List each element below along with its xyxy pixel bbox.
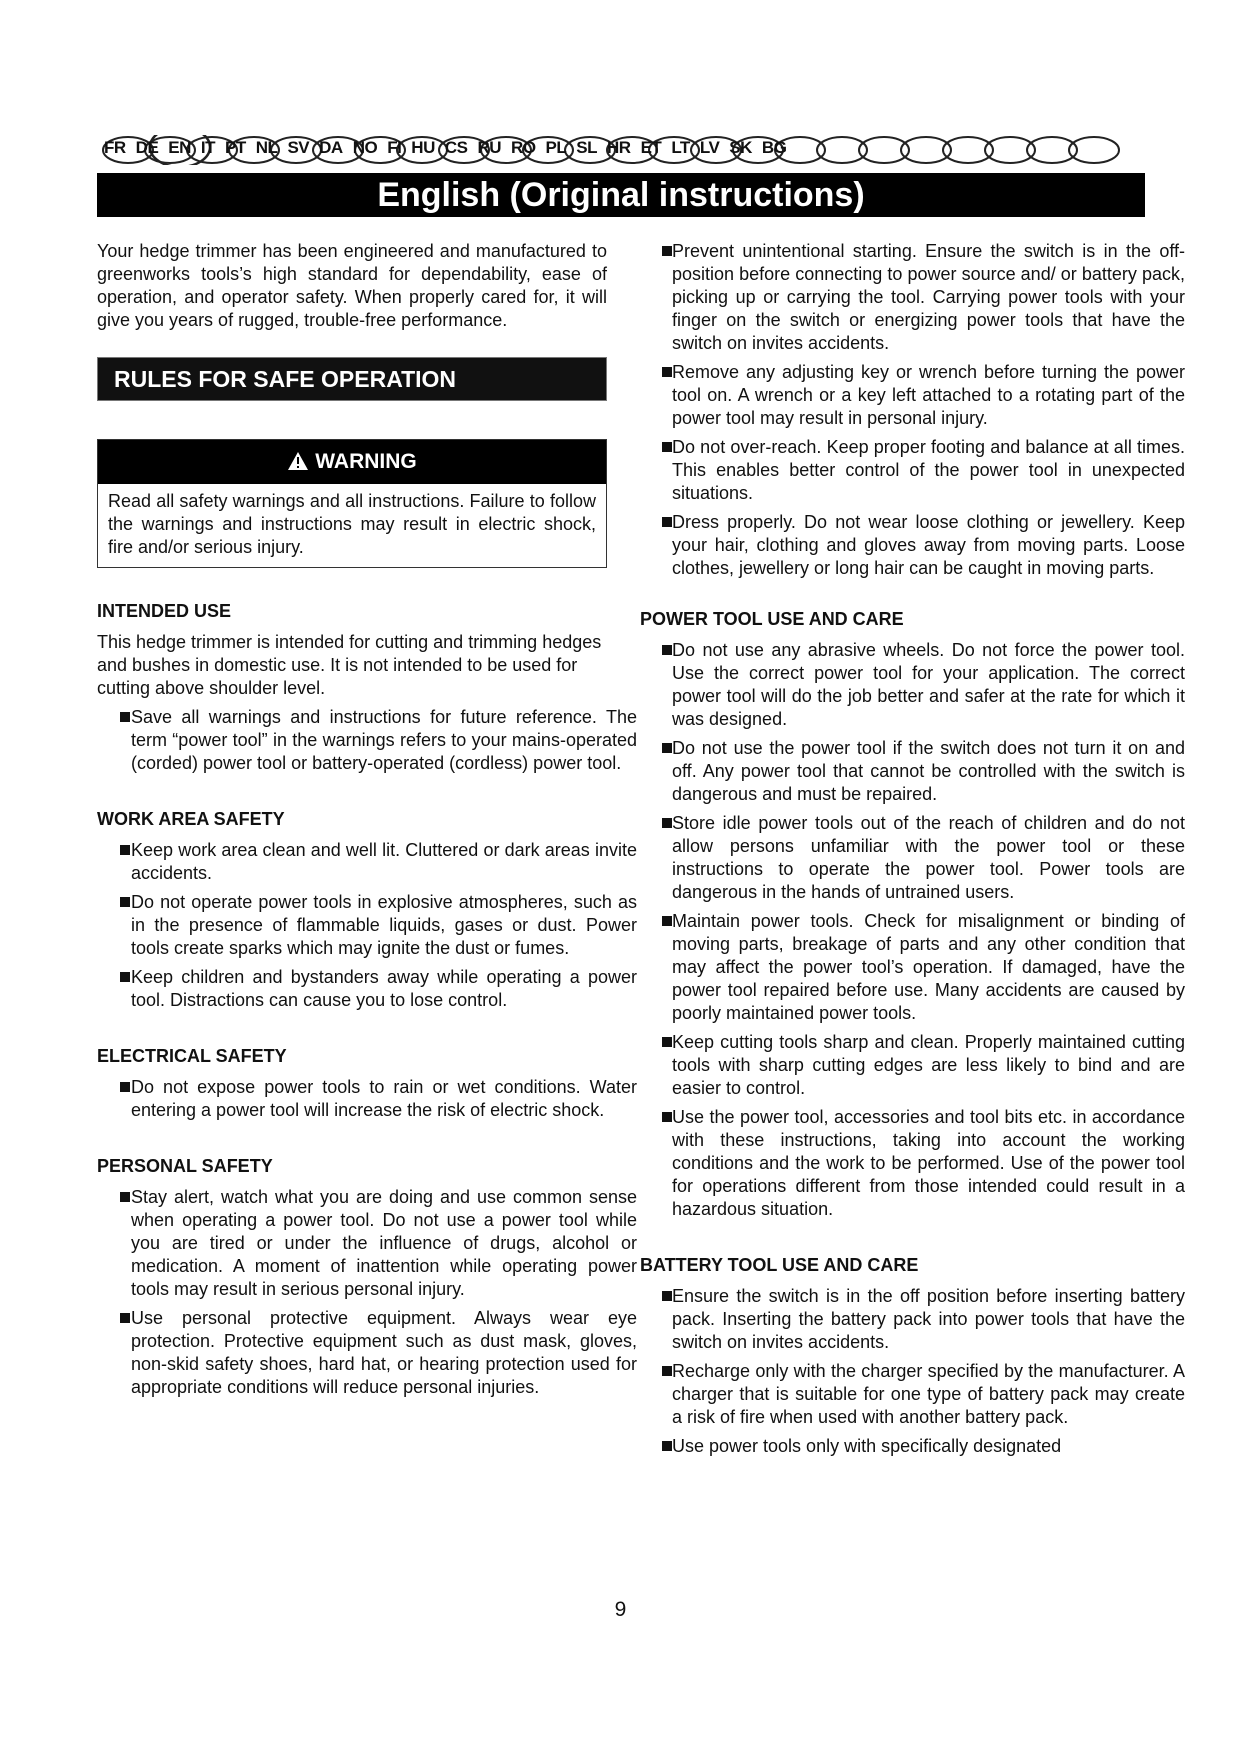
lang-tab[interactable]: SL xyxy=(576,138,598,157)
bullet-square-icon xyxy=(120,845,130,855)
page-title: English (Original instructions) xyxy=(97,173,1145,217)
list-item: Keep work area clean and well lit. Cluttered or dark areas invite accidents. xyxy=(97,839,637,885)
bullet-square-icon xyxy=(662,1112,672,1122)
lang-tab[interactable]: NO xyxy=(352,138,378,157)
language-tab-strip xyxy=(102,135,1142,165)
warning-label: WARNING xyxy=(315,450,417,473)
list-item: Dress properly. Do not wear loose clothing or jewellery. Keep your hair, clothing and gloves away from moving parts. Loose clothes, jewellery or long hair can be caught in moving parts. xyxy=(640,511,1185,580)
warning-header xyxy=(98,440,606,484)
bullet-square-icon xyxy=(120,712,130,722)
bullet-square-icon xyxy=(120,1313,130,1323)
bullet-square-icon xyxy=(662,1037,672,1047)
bullet-square-icon xyxy=(662,367,672,377)
bullet-square-icon xyxy=(662,442,672,452)
bullet-square-icon xyxy=(662,645,672,655)
lang-tab[interactable]: FI xyxy=(387,138,402,157)
section-heading: ELECTRICAL SAFETY xyxy=(97,1046,287,1066)
lang-tab[interactable]: SK xyxy=(729,138,752,157)
list-item: Use the power tool, accessories and tool bits etc. in accordance with these instructions, taking into account the working conditions and the work to be performed. Use of the power tool for operations different from those intended could result in a hazardous situation. xyxy=(640,1106,1185,1221)
list-item: Use power tools only with specifically designated xyxy=(640,1435,1185,1458)
bullet-square-icon xyxy=(662,1441,672,1451)
bullet-square-icon xyxy=(120,1082,130,1092)
list-item: Do not operate power tools in explosive atmospheres, such as in the presence of flammable liquids, gases or dust. Power tools create sparks which may ignite the dust or fumes. xyxy=(97,891,637,960)
warning-triangle-icon xyxy=(287,443,309,487)
lang-tab[interactable]: HU xyxy=(411,138,435,157)
section-heading: WORK AREA SAFETY xyxy=(97,809,285,829)
list-item: Use personal protective equipment. Always wear eye protection. Protective equipment such as dust mask, gloves, non-skid safety shoes, hard hat, or hearing protection used for appropriate conditions will reduce personal injuries. xyxy=(97,1307,637,1399)
list-item: Store idle power tools out of the reach of children and do not allow persons unfamiliar with the power tool or these instructions to operate the power tool. Power tools are dangerous in the hands of untrained users. xyxy=(640,812,1185,904)
lang-tab[interactable]: DE xyxy=(135,138,159,157)
list-item: Save all warnings and instructions for future reference. The term “power tool” in the warnings refers to your mains-operated (corded) power tool or battery-operated (cordless) power tool. xyxy=(97,706,637,775)
warning-box xyxy=(97,439,607,568)
lang-tab[interactable]: NL xyxy=(255,138,278,157)
list-item: Recharge only with the charger specified by the manufacturer. A charger that is suitable for one type of battery pack may create a risk of fire when used with another battery pack. xyxy=(640,1360,1185,1429)
intro-paragraph: Your hedge trimmer has been engineered and manufactured to greenworks tools’s high standard for dependability, ease of operation, and operator safety. When properly cared for, it will give you years of rugged, trouble-free performance. xyxy=(97,241,607,330)
lang-tab[interactable]: DA xyxy=(319,138,343,157)
personal-safety-continued xyxy=(640,240,1185,580)
bullet-square-icon xyxy=(120,972,130,982)
list-item: Do not use the power tool if the switch does not turn it on and off. Any power tool that cannot be controlled with the switch is dangerous and must be repaired. xyxy=(640,737,1185,806)
lang-tab[interactable]: PT xyxy=(225,138,246,157)
section-heading: BATTERY TOOL USE AND CARE xyxy=(640,1255,919,1275)
list-item: Keep cutting tools sharp and clean. Properly maintained cutting tools with sharp cutting edges are less likely to bind and are easier to control. xyxy=(640,1031,1185,1100)
section-heading: POWER TOOL USE AND CARE xyxy=(640,609,904,629)
list-item: Ensure the switch is in the off position before inserting battery pack. Inserting the battery pack into power tools that have the switch on invites accidents. xyxy=(640,1285,1185,1354)
lang-tab[interactable]: PL xyxy=(545,138,567,157)
work-area-section xyxy=(97,808,637,1012)
bullet-square-icon xyxy=(662,517,672,527)
lang-tab-active[interactable]: EN xyxy=(168,138,191,157)
intended-use-text: This hedge trimmer is intended for cutting and trimming hedges and bushes in domestic use. It is not intended to be used for cutting above shoulder level. xyxy=(97,632,602,698)
list-item: Do not expose power tools to rain or wet conditions. Water entering a power tool will increase the risk of electric shock. xyxy=(97,1076,637,1122)
left-column xyxy=(97,240,637,1399)
bullet-square-icon xyxy=(662,818,672,828)
lang-tab[interactable]: CS xyxy=(444,138,468,157)
right-column xyxy=(640,240,1185,1458)
list-item: Prevent unintentional starting. Ensure the switch is in the off-position before connecting to power source and/ or battery pack, picking up or carrying the tool. Carrying power tools with your finger on the switch or energizing power tools that have the switch on invites accidents. xyxy=(640,240,1185,355)
personal-section xyxy=(97,1155,637,1399)
bullet-square-icon xyxy=(662,1291,672,1301)
lang-tab[interactable]: LV xyxy=(699,138,720,157)
list-item: Keep children and bystanders away while operating a power tool. Distractions can cause you to lose control. xyxy=(97,966,637,1012)
page-number: 9 xyxy=(614,1598,627,1621)
list-item: Do not use any abrasive wheels. Do not force the power tool. Use the correct power tool for your application. The correct power tool will do the job better and safer at the rate for which it was designed. xyxy=(640,639,1185,731)
rules-heading: RULES FOR SAFE OPERATION xyxy=(97,357,607,401)
list-item: Maintain power tools. Check for misalignment or binding of moving parts, breakage of parts and any other condition that may affect the power tool’s operation. If damaged, have the power tool repaired before use. Many accidents are caused by poorly maintained power tools. xyxy=(640,910,1185,1025)
bullet-square-icon xyxy=(662,743,672,753)
section-heading: PERSONAL SAFETY xyxy=(97,1156,273,1176)
warning-text: Read all safety warnings and all instructions. Failure to follow the warnings and instructions may result in electric shock, fire and/or serious injury. xyxy=(108,491,596,557)
power-tool-section xyxy=(640,608,1185,1221)
section-heading: INTENDED USE xyxy=(97,601,232,621)
list-item: Remove any adjusting key or wrench before turning the power tool on. A wrench or a key left attached to a rotating part of the power tool may result in personal injury. xyxy=(640,361,1185,430)
bullet-square-icon xyxy=(120,897,130,907)
lang-tab[interactable]: FR xyxy=(104,138,126,157)
lang-tab[interactable]: IT xyxy=(200,138,216,157)
list-item: Stay alert, watch what you are doing and use common sense when operating a power tool. Do not use a power tool while you are tired or under the influence of drugs, alcohol or medication. A moment of inattention while operating power tools may result in serious personal injury. xyxy=(97,1186,637,1301)
lang-tab[interactable]: BG xyxy=(761,138,787,157)
lang-tab[interactable]: HR xyxy=(607,138,631,157)
intended-use-section xyxy=(97,600,637,775)
lang-tab[interactable]: ET xyxy=(640,138,662,157)
bullet-square-icon xyxy=(662,1366,672,1376)
bullet-square-icon xyxy=(662,916,672,926)
list-item: Do not over-reach. Keep proper footing and balance at all times. This enables better control of the power tool in unexpected situations. xyxy=(640,436,1185,505)
electrical-section xyxy=(97,1045,637,1122)
bullet-square-icon xyxy=(120,1192,130,1202)
battery-tool-section xyxy=(640,1254,1185,1458)
lang-tab[interactable]: RO xyxy=(511,138,536,157)
language-codes xyxy=(104,138,796,158)
lang-tab[interactable]: RU xyxy=(477,138,502,157)
lang-tab[interactable]: SV xyxy=(287,138,310,157)
lang-tab[interactable]: LT xyxy=(671,138,690,157)
bullet-square-icon xyxy=(662,246,672,256)
